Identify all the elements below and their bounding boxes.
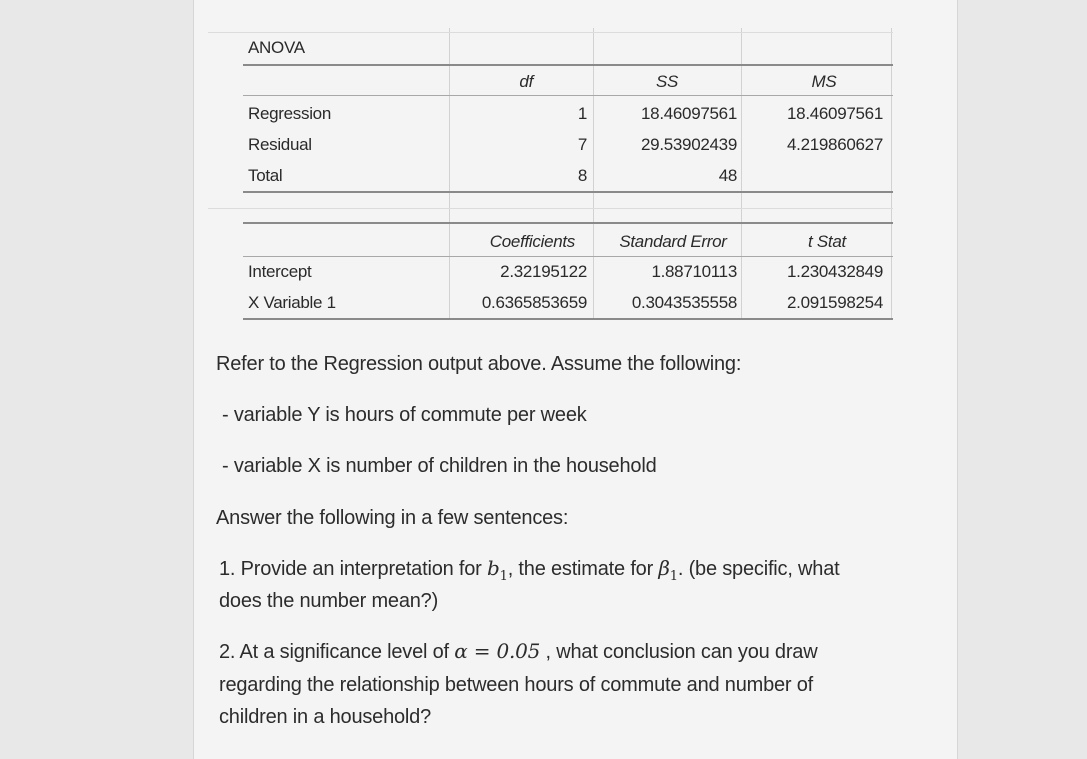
grid-line	[208, 208, 893, 209]
cell-coefficient: 0.6365853659	[481, 293, 587, 312]
anova-title: ANOVA	[248, 38, 305, 57]
instruction: Answer the following in a few sentences:	[216, 507, 569, 529]
question-2-line-3: children in a household?	[219, 706, 432, 728]
cell-ss: 18.46097561	[641, 104, 737, 123]
cell-standard-error: 1.88710113	[651, 262, 737, 281]
assumption-y: - variable Y is hours of commute per week	[222, 404, 587, 426]
table-rule	[243, 95, 893, 96]
cell-t-stat: 1.230432849	[787, 262, 883, 281]
question-intro: Refer to the Regression output above. Assume the following:	[216, 353, 742, 375]
grid-line	[208, 32, 893, 33]
cell-t-stat: 2.091598254	[787, 293, 883, 312]
question-2-line-2: regarding the relationship between hours of commute and number of	[219, 674, 814, 696]
row-label: Regression	[248, 104, 331, 123]
cell-ss: 29.53902439	[641, 135, 737, 154]
table-row	[243, 98, 893, 129]
coef-header-row	[243, 226, 893, 257]
row-label: X Variable 1	[248, 293, 336, 312]
cell-standard-error: 0.3043535558	[631, 293, 737, 312]
b1-symbol: $b_1$	[487, 556, 508, 584]
anova-title-row	[243, 32, 893, 63]
table-row	[243, 129, 893, 160]
table-rule	[243, 222, 893, 224]
header-t-stat: t Stat	[808, 232, 846, 251]
header-ss: SS	[655, 72, 679, 91]
q2-text: 2. At a significance level of	[219, 641, 449, 663]
question-1-line-2: does the number mean?)	[219, 590, 439, 612]
header-df: df	[519, 72, 533, 91]
row-label: Residual	[248, 135, 312, 154]
cell-ss: 48	[718, 166, 737, 185]
cell-df: 1	[577, 104, 587, 123]
question-2	[219, 635, 817, 669]
table-row	[243, 256, 893, 287]
cell-df: 7	[577, 135, 587, 154]
anova-header-row	[243, 66, 893, 97]
table-rule	[243, 191, 893, 193]
q2-text: , what conclusion can you draw	[540, 641, 818, 663]
beta1-symbol: $\beta_1$	[658, 556, 678, 584]
table-row	[243, 287, 893, 318]
header-coefficients: Coefficients	[489, 232, 575, 251]
q1-text: 1. Provide an interpretation for	[219, 558, 482, 580]
cell-coefficient: 2.32195122	[500, 262, 587, 281]
cell-ms: 18.46097561	[787, 104, 883, 123]
cell-ms	[741, 160, 893, 191]
row-label: Total	[248, 166, 283, 185]
assumption-x: - variable X is number of children in the household	[222, 455, 657, 477]
q1-text: , the estimate for	[507, 558, 654, 580]
cell-df: 8	[577, 166, 587, 185]
table-row	[243, 160, 893, 191]
header-ms: MS	[811, 72, 837, 91]
row-label: Intercept	[248, 262, 312, 281]
table-rule	[243, 318, 893, 320]
header-standard-error: Standard Error	[619, 232, 727, 251]
q1-text: . (be specific, what	[677, 558, 840, 580]
cell-ms: 4.219860627	[787, 135, 883, 154]
alpha-expression: α = 0.05	[454, 639, 541, 663]
